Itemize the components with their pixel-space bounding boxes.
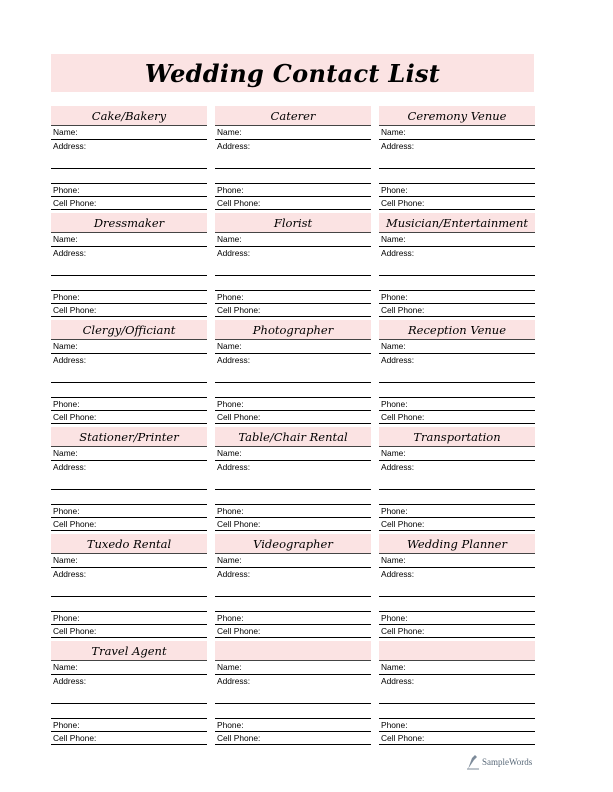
address-field[interactable] xyxy=(379,247,535,276)
contact-card xyxy=(215,534,371,641)
name-label: Name: xyxy=(381,341,406,351)
contact-card xyxy=(215,320,371,427)
card-heading: Tuxedo Rental xyxy=(86,536,172,551)
phone-field[interactable] xyxy=(51,612,207,625)
contact-card xyxy=(51,427,207,534)
name-field[interactable] xyxy=(51,554,207,568)
name-label: Name: xyxy=(53,448,78,458)
address-line-2-field[interactable] xyxy=(215,597,371,612)
cell-phone-field[interactable] xyxy=(215,304,371,317)
address-label: Address: xyxy=(53,462,87,472)
name-label: Name: xyxy=(217,555,242,565)
phone-label: Phone: xyxy=(381,613,408,623)
name-field[interactable] xyxy=(215,447,371,461)
card-heading: Reception Venue xyxy=(407,322,507,337)
phone-field[interactable] xyxy=(51,184,207,197)
card-heading-bar xyxy=(379,534,535,554)
name-label: Name: xyxy=(217,341,242,351)
phone-field[interactable] xyxy=(215,719,371,732)
address-line-2-field[interactable] xyxy=(51,490,207,505)
cell-phone-field[interactable] xyxy=(51,518,207,531)
phone-label: Phone: xyxy=(53,399,80,409)
cell-phone-label: Cell Phone: xyxy=(53,733,97,743)
card-heading-bar xyxy=(51,534,207,554)
name-label: Name: xyxy=(217,448,242,458)
address-line-2-field[interactable] xyxy=(215,169,371,184)
card-heading-bar xyxy=(51,427,207,447)
cell-phone-label: Cell Phone: xyxy=(381,626,425,636)
card-heading-bar xyxy=(51,106,207,126)
address-label: Address: xyxy=(217,569,251,579)
logo-text: SampleWords xyxy=(482,757,533,767)
contact-card xyxy=(51,106,207,213)
address-line-2-field[interactable] xyxy=(51,169,207,184)
phone-label: Phone: xyxy=(53,185,80,195)
card-heading-bar xyxy=(215,213,371,233)
address-line-2-field[interactable] xyxy=(215,704,371,719)
address-field[interactable] xyxy=(51,461,207,490)
card-heading-bar xyxy=(215,106,371,126)
cell-phone-field[interactable] xyxy=(379,518,535,531)
address-field[interactable] xyxy=(51,247,207,276)
card-heading: Musician/Entertainment xyxy=(385,215,529,230)
address-line-2-field[interactable] xyxy=(379,597,535,612)
address-field[interactable] xyxy=(51,354,207,383)
address-label: Address: xyxy=(217,141,251,151)
title-banner xyxy=(51,54,534,92)
cell-phone-field[interactable] xyxy=(379,304,535,317)
cell-phone-field[interactable] xyxy=(215,518,371,531)
cell-phone-field[interactable] xyxy=(51,625,207,638)
name-field[interactable] xyxy=(379,447,535,461)
name-field[interactable] xyxy=(51,126,207,140)
phone-field[interactable] xyxy=(215,398,371,411)
name-label: Name: xyxy=(217,662,242,672)
cell-phone-label: Cell Phone: xyxy=(381,305,425,315)
address-field[interactable] xyxy=(379,354,535,383)
pen-nib-icon xyxy=(466,754,480,770)
cell-phone-field[interactable] xyxy=(51,304,207,317)
name-label: Name: xyxy=(53,555,78,565)
name-label: Name: xyxy=(381,127,406,137)
name-label: Name: xyxy=(53,234,78,244)
phone-field[interactable] xyxy=(215,184,371,197)
cell-phone-label: Cell Phone: xyxy=(217,305,261,315)
card-heading-bar xyxy=(215,534,371,554)
address-field[interactable] xyxy=(215,568,371,597)
cell-phone-label: Cell Phone: xyxy=(53,305,97,315)
name-field[interactable] xyxy=(215,554,371,568)
address-label: Address: xyxy=(381,355,415,365)
phone-label: Phone: xyxy=(217,720,244,730)
address-line-2-field[interactable] xyxy=(51,704,207,719)
address-label: Address: xyxy=(53,141,87,151)
address-field[interactable] xyxy=(51,140,207,169)
cell-phone-label: Cell Phone: xyxy=(53,412,97,422)
address-field[interactable] xyxy=(379,140,535,169)
address-line-2-field[interactable] xyxy=(215,490,371,505)
phone-field[interactable] xyxy=(51,291,207,304)
cell-phone-field[interactable] xyxy=(379,411,535,424)
phone-label: Phone: xyxy=(381,506,408,516)
phone-label: Phone: xyxy=(217,613,244,623)
phone-label: Phone: xyxy=(53,506,80,516)
name-label: Name: xyxy=(217,127,242,137)
card-heading: Cake/Bakery xyxy=(91,108,167,123)
card-heading-bar xyxy=(379,106,535,126)
cell-phone-label: Cell Phone: xyxy=(217,412,261,422)
name-label: Name: xyxy=(381,662,406,672)
cell-phone-field[interactable] xyxy=(379,197,535,210)
card-heading: Wedding Planner xyxy=(407,536,507,551)
cell-phone-field[interactable] xyxy=(51,197,207,210)
name-label: Name: xyxy=(53,127,78,137)
phone-field[interactable] xyxy=(379,719,535,732)
address-label: Address: xyxy=(381,676,415,686)
address-field[interactable] xyxy=(215,247,371,276)
contact-card xyxy=(51,641,207,748)
cell-phone-label: Cell Phone: xyxy=(217,198,261,208)
phone-label: Phone: xyxy=(381,720,408,730)
phone-field[interactable] xyxy=(379,398,535,411)
phone-field[interactable] xyxy=(215,291,371,304)
address-line-2-field[interactable] xyxy=(51,276,207,291)
address-field[interactable] xyxy=(215,140,371,169)
contact-grid xyxy=(51,106,535,748)
address-label: Address: xyxy=(217,355,251,365)
name-field[interactable] xyxy=(215,233,371,247)
phone-label: Phone: xyxy=(217,506,244,516)
address-label: Address: xyxy=(381,141,415,151)
name-field[interactable] xyxy=(379,661,535,675)
address-line-2-field[interactable] xyxy=(379,383,535,398)
card-heading-bar xyxy=(51,641,207,661)
phone-field[interactable] xyxy=(379,505,535,518)
cell-phone-field[interactable] xyxy=(51,732,207,745)
cell-phone-field[interactable] xyxy=(215,625,371,638)
page-title: Wedding Contact List xyxy=(144,58,441,88)
card-heading: Videographer xyxy=(253,536,333,551)
cell-phone-label: Cell Phone: xyxy=(217,519,261,529)
address-label: Address: xyxy=(381,248,415,258)
phone-label: Phone: xyxy=(53,720,80,730)
contact-card xyxy=(379,641,535,748)
phone-field[interactable] xyxy=(215,612,371,625)
sample-words-logo xyxy=(466,754,532,770)
name-field[interactable] xyxy=(215,661,371,675)
contact-card xyxy=(51,534,207,641)
cell-phone-label: Cell Phone: xyxy=(381,198,425,208)
card-heading-bar xyxy=(379,320,535,340)
address-label: Address: xyxy=(53,248,87,258)
cell-phone-field[interactable] xyxy=(51,411,207,424)
phone-field[interactable] xyxy=(51,398,207,411)
name-field[interactable] xyxy=(215,340,371,354)
phone-label: Phone: xyxy=(217,399,244,409)
name-label: Name: xyxy=(381,448,406,458)
cell-phone-field[interactable] xyxy=(215,732,371,745)
address-line-2-field[interactable] xyxy=(51,383,207,398)
address-line-2-field[interactable] xyxy=(215,276,371,291)
address-field[interactable] xyxy=(51,675,207,704)
card-heading: Travel Agent xyxy=(91,643,167,658)
address-label: Address: xyxy=(53,676,87,686)
card-heading-bar xyxy=(379,641,535,661)
contact-card xyxy=(379,427,535,534)
card-heading-bar xyxy=(51,213,207,233)
name-label: Name: xyxy=(381,555,406,565)
cell-phone-field[interactable] xyxy=(215,197,371,210)
address-line-2-field[interactable] xyxy=(51,597,207,612)
card-heading-bar xyxy=(215,427,371,447)
name-field[interactable] xyxy=(51,447,207,461)
phone-label: Phone: xyxy=(53,613,80,623)
cell-phone-field[interactable] xyxy=(379,625,535,638)
contact-card xyxy=(379,213,535,320)
card-heading-bar xyxy=(215,320,371,340)
name-field[interactable] xyxy=(215,126,371,140)
address-label: Address: xyxy=(381,569,415,579)
cell-phone-label: Cell Phone: xyxy=(381,733,425,743)
cell-phone-label: Cell Phone: xyxy=(53,626,97,636)
contact-card xyxy=(379,106,535,213)
cell-phone-label: Cell Phone: xyxy=(53,519,97,529)
card-heading: Stationer/Printer xyxy=(79,429,179,444)
card-heading: Table/Chair Rental xyxy=(238,429,348,444)
card-heading: Transportation xyxy=(413,429,501,444)
contact-card xyxy=(379,534,535,641)
contact-card xyxy=(215,106,371,213)
address-label: Address: xyxy=(217,462,251,472)
address-field[interactable] xyxy=(215,461,371,490)
cell-phone-label: Cell Phone: xyxy=(217,733,261,743)
cell-phone-field[interactable] xyxy=(379,732,535,745)
card-heading-bar xyxy=(51,320,207,340)
address-line-2-field[interactable] xyxy=(379,490,535,505)
phone-field[interactable] xyxy=(379,184,535,197)
name-label: Name: xyxy=(381,234,406,244)
name-label: Name: xyxy=(53,341,78,351)
phone-label: Phone: xyxy=(381,185,408,195)
phone-label: Phone: xyxy=(217,292,244,302)
name-field[interactable] xyxy=(379,340,535,354)
phone-field[interactable] xyxy=(215,505,371,518)
card-heading: Ceremony Venue xyxy=(407,108,507,123)
name-label: Name: xyxy=(53,662,78,672)
phone-field[interactable] xyxy=(51,719,207,732)
card-heading: Florist xyxy=(273,215,313,230)
address-line-2-field[interactable] xyxy=(379,704,535,719)
contact-card xyxy=(215,213,371,320)
name-field[interactable] xyxy=(51,233,207,247)
cell-phone-label: Cell Phone: xyxy=(381,519,425,529)
card-heading-bar xyxy=(379,213,535,233)
card-heading: Clergy/Officiant xyxy=(82,322,176,337)
address-field[interactable] xyxy=(379,568,535,597)
card-heading-bar xyxy=(379,427,535,447)
address-line-2-field[interactable] xyxy=(215,383,371,398)
address-line-2-field[interactable] xyxy=(379,276,535,291)
name-field[interactable] xyxy=(379,126,535,140)
contact-card xyxy=(51,320,207,427)
address-field[interactable] xyxy=(51,568,207,597)
card-heading: Caterer xyxy=(270,108,316,123)
address-label: Address: xyxy=(217,676,251,686)
address-field[interactable] xyxy=(379,675,535,704)
phone-field[interactable] xyxy=(379,291,535,304)
phone-label: Phone: xyxy=(381,292,408,302)
contact-card xyxy=(379,320,535,427)
address-field[interactable] xyxy=(215,675,371,704)
contact-card xyxy=(51,213,207,320)
cell-phone-field[interactable] xyxy=(215,411,371,424)
name-label: Name: xyxy=(217,234,242,244)
cell-phone-label: Cell Phone: xyxy=(381,412,425,422)
name-field[interactable] xyxy=(51,340,207,354)
address-field[interactable] xyxy=(379,461,535,490)
address-label: Address: xyxy=(381,462,415,472)
cell-phone-label: Cell Phone: xyxy=(53,198,97,208)
name-field[interactable] xyxy=(379,233,535,247)
contact-card xyxy=(215,641,371,748)
name-field[interactable] xyxy=(51,661,207,675)
address-label: Address: xyxy=(217,248,251,258)
cell-phone-label: Cell Phone: xyxy=(217,626,261,636)
card-heading: Dressmaker xyxy=(93,215,165,230)
card-heading-bar xyxy=(215,641,371,661)
address-label: Address: xyxy=(53,569,87,579)
phone-field[interactable] xyxy=(379,612,535,625)
phone-label: Phone: xyxy=(217,185,244,195)
name-field[interactable] xyxy=(379,554,535,568)
phone-label: Phone: xyxy=(53,292,80,302)
contact-card xyxy=(215,427,371,534)
card-heading: Photographer xyxy=(252,322,334,337)
address-line-2-field[interactable] xyxy=(379,169,535,184)
address-label: Address: xyxy=(53,355,87,365)
phone-label: Phone: xyxy=(381,399,408,409)
phone-field[interactable] xyxy=(51,505,207,518)
address-field[interactable] xyxy=(215,354,371,383)
